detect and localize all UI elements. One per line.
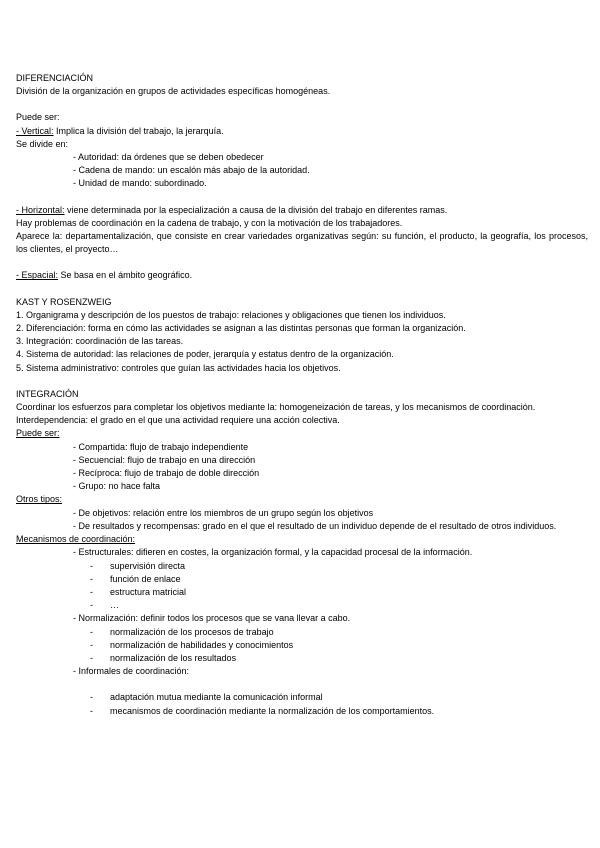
sub-list-item: - normalización de habilidades y conocimientos bbox=[90, 639, 294, 650]
sub-list-item: - supervisión directa bbox=[90, 560, 186, 571]
list-item: 3. Integración: coordinación de las tareas. bbox=[16, 336, 184, 347]
puede-ser-heading: Puede ser: bbox=[16, 428, 60, 439]
horizontal-label: - Horizontal: bbox=[16, 204, 65, 215]
list-item: - Grupo: no hace falta bbox=[73, 481, 161, 492]
mecanismos-heading: Mecanismos de coordinación: bbox=[16, 534, 136, 545]
list-item: - De objetivos: relación entre los miembros de un grupo según los objetivos bbox=[73, 507, 374, 518]
normalizacion-item: - Normalización: definir todos los procesos que se vana llevar a cabo. bbox=[73, 613, 351, 624]
list-item: 2. Diferenciación: forma en cómo las actividades se asignan a las distintas personas que forman la organización. bbox=[16, 323, 466, 334]
vertical-text: Implica la división del trabajo, la jerarquía. bbox=[53, 125, 224, 136]
sub-list-item: - estructura matricial bbox=[90, 586, 187, 597]
horizontal-text: viene determinada por la especialización a causa de la división del trabajo en diferentes ramas. bbox=[64, 204, 448, 215]
list-item: 1. Organigrama y descripción de los puestos de trabajo: relaciones y obligaciones que tienen los individuos. bbox=[16, 309, 446, 320]
list-item: - Unidad de mando: subordinado. bbox=[73, 178, 207, 189]
estructurales-item: - Estructurales: difieren en costes, la organización formal, y la capacidad procesal de la información. bbox=[73, 547, 473, 558]
otros-tipos-heading: Otros tipos: bbox=[16, 494, 63, 505]
horizontal-line-2: Hay problemas de coordinación en la cadena de trabajo, y con la motivación de los trabajadores. bbox=[16, 217, 403, 228]
se-divide-label: Se divide en: bbox=[16, 138, 69, 149]
integracion-definition: Coordinar los esfuerzos para completar los objetivos mediante la: homogeneización de tareas, y los mecanismos de coordinación. bbox=[16, 402, 536, 413]
list-item: - De resultados y recompensas: grado en el que el resultado de un individuo depende de el resultado de otros individuos. bbox=[73, 520, 557, 531]
section-title-integracion: INTEGRACIÓN bbox=[16, 388, 79, 399]
section-title-kast: KAST Y ROSENZWEIG bbox=[16, 296, 112, 307]
sub-list-item: - función de enlace bbox=[90, 573, 181, 584]
informales-item: - Informales de coordinación: bbox=[73, 666, 190, 677]
puede-ser-label: Puede ser: bbox=[16, 112, 60, 123]
espacial-text: Se basa en el ámbito geográfico. bbox=[58, 270, 193, 281]
list-item: - Secuencial: flujo de trabajo en una dirección bbox=[73, 454, 256, 465]
list-item: - Autoridad: da órdenes que se deben obedecer bbox=[73, 152, 264, 163]
sub-list-item: - … bbox=[90, 600, 119, 611]
list-item: - Recíproca: flujo de trabajo de doble dirección bbox=[73, 468, 260, 479]
sub-list-item: - mecanismos de coordinación mediante la normalización de los comportamientos. bbox=[90, 705, 435, 716]
interdependencia-text: Interdependencia: el grado en el que una actividad requiere una acción colectiva. bbox=[16, 415, 340, 426]
sub-list-item: - normalización de los procesos de trabajo bbox=[90, 626, 274, 637]
horizontal-paragraph bbox=[16, 204, 588, 217]
diferenciacion-definition: División de la organización en grupos de actividades específicas homogéneas. bbox=[16, 86, 331, 97]
vertical-label: - Vertical: bbox=[16, 125, 54, 136]
espacial-paragraph bbox=[16, 269, 588, 282]
espacial-label: - Espacial: bbox=[16, 270, 59, 281]
section-title-diferenciacion: DIFERENCIACIÓN bbox=[16, 73, 94, 83]
vertical-paragraph bbox=[16, 125, 588, 138]
list-item: - Cadena de mando: un escalón más abajo de la autoridad. bbox=[73, 165, 310, 176]
list-item: 4. Sistema de autoridad: las relaciones de poder, jerarquía y estatus dentro de la organización. bbox=[16, 349, 394, 360]
sub-list-item: - adaptación mutua mediante la comunicación informal bbox=[90, 692, 323, 703]
list-item: - Compartida: flujo de trabajo independiente bbox=[73, 441, 249, 452]
sub-list-item: - normalización de los resultados bbox=[90, 652, 237, 663]
horizontal-line-3: Aparece la: departamentalización, que consiste en crear variedades organizativas según: su función, el producto, la geografía, los procesos, los clientes, el proyecto… bbox=[16, 231, 588, 255]
document-page bbox=[16, 72, 588, 718]
list-item: 5. Sistema administrativo: controles que guían las actividades hacia los objetivos. bbox=[16, 362, 341, 373]
